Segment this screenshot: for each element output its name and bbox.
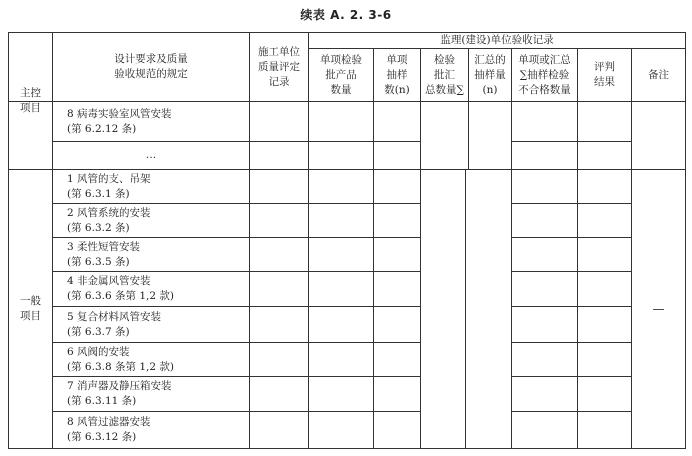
general-item-4: 4 非金属风管安装 (第 6.3.6 条第 1,2 款) (67, 275, 174, 302)
main-item-ellipsis: … (145, 149, 157, 161)
general-item-1: 1 风管的支、吊架 (第 6.3.1 条) (67, 172, 151, 200)
general-item-7: 7 消声器及静压箱安装 (第 6.3.11 条) (67, 380, 172, 407)
header-sample-count: 单项 抽样 数(n) (384, 53, 410, 96)
main-section-label: 主控 项目 (20, 87, 41, 114)
header-total-batch: 检验 批汇 总数量∑ (425, 53, 464, 96)
general-item-2: 2 风管系统的安装 (第 6.3.2 条) (67, 206, 151, 234)
general-item-6: 6 风阀的安装 (第 6.3.8 条第 1,2 款) (67, 345, 174, 373)
header-fail-count: 单项或汇总 ∑抽样检验 不合格数量 (518, 53, 571, 96)
main-item-1: 8 病毒实验室风管安装 (第 6.2.12 条) (67, 107, 172, 135)
header-evaluation: 评判 结果 (594, 61, 615, 88)
general-item-5: 5 复合材料风管安装 (第 6.3.7 条) (67, 310, 162, 338)
header-total-sample: 汇总的 抽样量 (n) (474, 53, 506, 96)
general-section-label: 一般 项目 (20, 295, 41, 322)
header-requirement: 设计要求及质量 验收规范的规定 (114, 53, 188, 80)
general-remark: — (652, 301, 665, 316)
general-item-8: 8 风管过滤器安装 (第 6.3.12 条) (67, 416, 151, 443)
header-contractor-record: 施工单位 质量评定 记录 (258, 45, 300, 88)
header-supervisor-group: 监理(建设)单位验收记录 (440, 34, 554, 46)
table-title: 续表 A. 2. 3-6 (300, 8, 392, 22)
general-item-3: 3 柔性短管安装 (第 6.3.5 条) (67, 240, 141, 268)
header-remark: 备注 (648, 68, 669, 81)
header-batch-qty: 单项检验 批产品 数量 (320, 53, 362, 96)
